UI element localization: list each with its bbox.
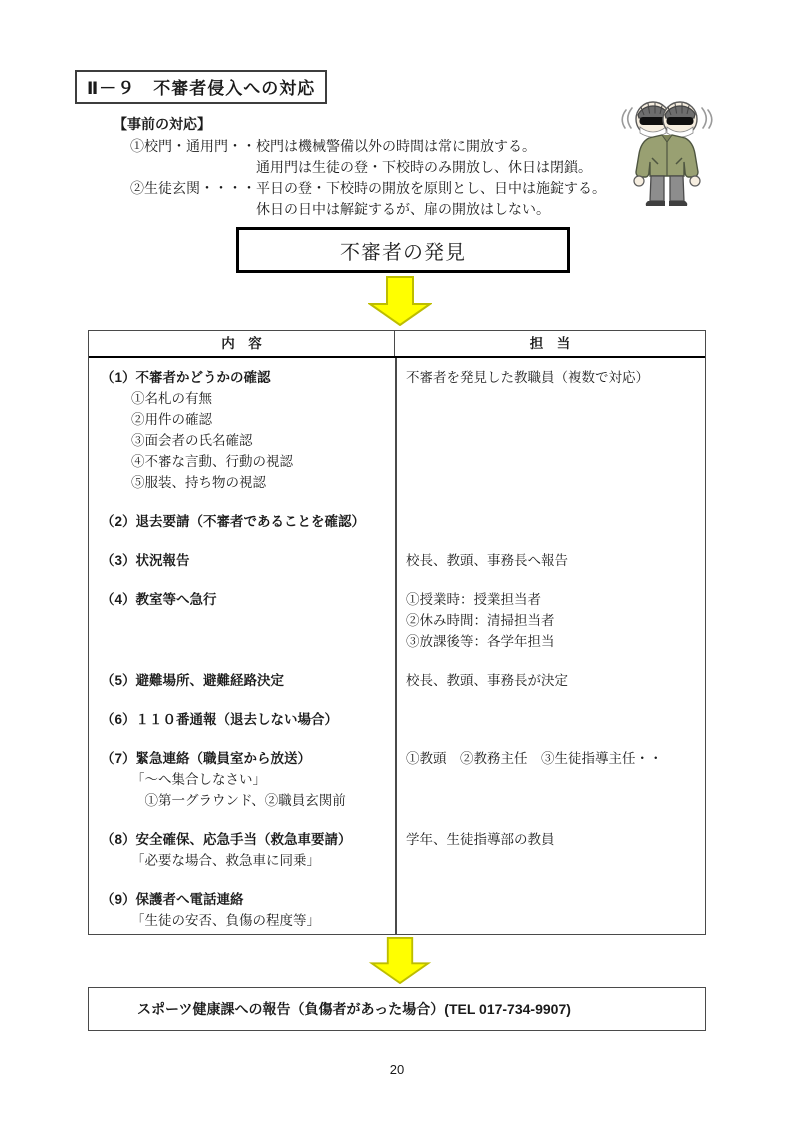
row-title: （5）避難場所、避難経路決定 <box>101 673 285 688</box>
pre-response-item <box>130 179 653 221</box>
staff-cell <box>395 889 705 931</box>
staff-line: ①授業時：授業担当者 <box>406 592 541 607</box>
table-row <box>89 748 705 811</box>
row-title: （9）保護者へ電話連絡 <box>101 892 244 907</box>
staff-line: 不審者を発見した教職員（複数で対応） <box>406 370 649 385</box>
row-sub-item: ②用件の確認 <box>131 412 212 427</box>
row-title: （2）退去要請（不審者であることを確認） <box>101 514 366 529</box>
table-row <box>89 889 705 931</box>
table-body <box>89 358 705 934</box>
row-title: （1）不審者かどうかの確認 <box>101 370 271 385</box>
discovery-box <box>236 227 570 273</box>
row-sub-item: ③面会者の氏名確認 <box>131 433 253 448</box>
table-row <box>89 829 705 871</box>
down-arrow-icon <box>368 937 432 984</box>
report-box-label: スポーツ健康課への報告（負傷者があった場合）(TEL 017-734-9907) <box>137 1001 571 1017</box>
row-sub-item: 「生徒の安否、負傷の程度等」 <box>131 913 320 928</box>
row-title: （4）教室等へ急行 <box>101 592 217 607</box>
pre-response-line: 通用門は生徒の登・下校時のみ開放し、休日は閉鎖。 <box>256 161 592 176</box>
table-row <box>89 709 705 730</box>
page-title <box>75 70 327 104</box>
table-row <box>89 550 705 571</box>
content-cell <box>89 889 395 931</box>
pre-response-line: ①校門・通用門・・校門は機械警備以外の時間は常に開放する。 <box>130 140 536 155</box>
pre-response-line: 休日の日中は解錠するが、扉の開放はしない。 <box>256 203 550 218</box>
table-header-content: 内 容 <box>89 331 395 356</box>
row-sub-item: 「必要な場合、救急車に同乗」 <box>131 853 320 868</box>
content-cell <box>89 829 395 871</box>
column-divider <box>395 358 397 934</box>
table-row <box>89 367 705 493</box>
discovery-box-label: 不審者の発見 <box>340 241 466 264</box>
pre-response-items <box>130 137 653 221</box>
row-title: （8）安全確保、応急手当（救急車要請） <box>101 832 352 847</box>
content-cell <box>89 589 395 652</box>
suspicious-person-illustration <box>614 90 720 210</box>
pre-response-heading: 【事前の対応】 <box>113 116 211 132</box>
staff-cell <box>395 511 705 532</box>
content-cell <box>89 550 395 571</box>
row-sub-item: ⑤服装、持ち物の視認 <box>131 475 266 490</box>
row-sub-item: ①第一グラウンド、②職員玄関前 <box>131 793 346 808</box>
staff-cell <box>395 589 705 652</box>
staff-line: 学年、生徒指導部の教員 <box>406 832 555 847</box>
staff-cell <box>395 709 705 730</box>
staff-line: 校長、教頭、事務長が決定 <box>406 673 568 688</box>
pre-response-line: ②生徒玄関・・・・平日の登・下校時の開放を原則とし、日中は施錠する。 <box>130 182 606 197</box>
row-sub-item: ①名札の有無 <box>131 391 212 406</box>
staff-cell <box>395 367 705 493</box>
pre-response-item <box>130 137 653 179</box>
row-title: （7）緊急連絡（職員室から放送） <box>101 751 312 766</box>
table-row <box>89 511 705 532</box>
row-sub-item: ④不審な言動、行動の視認 <box>131 454 293 469</box>
table-row <box>89 670 705 691</box>
page-number: 20 <box>389 1062 405 1077</box>
content-cell <box>89 367 395 493</box>
staff-cell <box>395 550 705 571</box>
staff-cell <box>395 748 705 811</box>
report-box <box>88 987 706 1031</box>
row-sub-item: 「～へ集合しなさい」 <box>131 772 266 787</box>
staff-line: ①教頭 ②教務主任 ③生徒指導主任・・ <box>406 751 663 766</box>
table-row <box>89 589 705 652</box>
staff-cell <box>395 670 705 691</box>
content-cell <box>89 709 395 730</box>
row-title: （3）状況報告 <box>101 553 190 568</box>
row-title: （6）１１０番通報（退去しない場合） <box>101 712 339 727</box>
staff-line: ③放課後等：各学年担当 <box>406 634 555 649</box>
down-arrow-icon <box>368 276 432 326</box>
content-cell <box>89 670 395 691</box>
content-cell <box>89 748 395 811</box>
content-cell <box>89 511 395 532</box>
table-header-staff: 担 当 <box>529 336 571 351</box>
staff-line: 校長、教頭、事務長へ報告 <box>406 553 568 568</box>
pre-response-section <box>113 114 653 221</box>
table-header-row <box>89 331 705 358</box>
page-title-text: Ⅱ－９ 不審者侵入への対応 <box>87 79 316 98</box>
staff-cell <box>395 829 705 871</box>
response-table <box>88 330 706 935</box>
staff-line: ②休み時間：清掃担当者 <box>406 613 555 628</box>
